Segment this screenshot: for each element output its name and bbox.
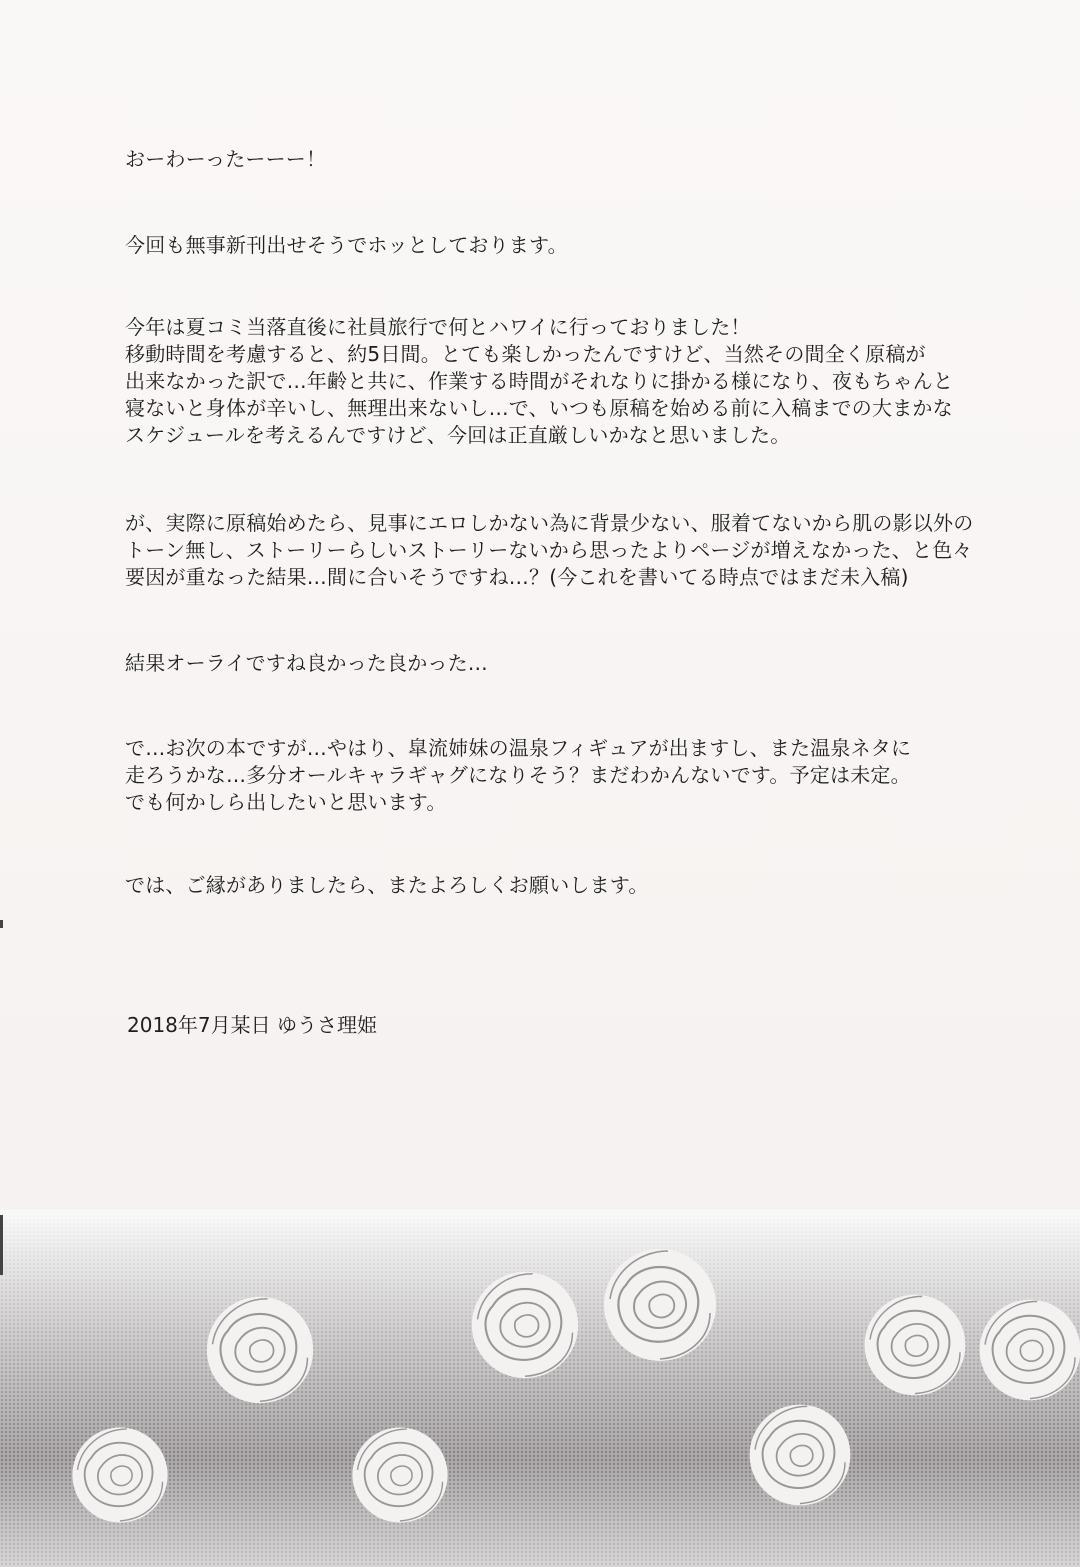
paragraph-4: が、実際に原稿始めたら、見事にエロしかない為に背景少ない、服着てないから肌の影以外の トーン無し、ストーリーらしいストーリーないから思ったよりページが増えなかった、と色々 要因が重なった結果…間に合いそうですね…？(今これを書いてる時点ではまだ未入稿) bbox=[125, 511, 974, 589]
paragraph-5: 結果オーライですね良かった良かった… bbox=[125, 651, 488, 675]
signature-line: 2018年7月某日 ゆうさ理姫 bbox=[127, 1013, 377, 1037]
paragraph-2: 今回も無事新刊出せそうでホッとしております。 bbox=[125, 233, 568, 257]
paragraph-7: では、ご縁がありましたら、またよろしくお願いします。 bbox=[125, 873, 649, 897]
rose-decoration-band bbox=[0, 1210, 1080, 1567]
paragraph-6: で…お次の本ですが…やはり、皐流姉妹の温泉フィギュアが出ますし、また温泉ネタに 走ろうかな…多分オールキャラギャグになりそう？まだわかんないです。予定は未定。 でも何かしら出したいと思います。 bbox=[125, 736, 912, 814]
binding-mark-2 bbox=[0, 1215, 3, 1275]
rose-pattern-illustration bbox=[0, 1210, 1080, 1567]
paragraph-3: 今年は夏コミ当落直後に社員旅行で何とハワイに行っておりました！ 移動時間を考慮すると、約5日間。とても楽しかったんですけど、当然その間全く原稿が 出来なかった訳で…年齢と共に、作業する時間がそれなりに掛かる様になり、夜もちゃんと 寝ないと身体が辛いし、無理出来ないし…で、いつも原稿を始める前に入稿までの大まかな スケジュールを考えるんですけど、今回は正直厳しいかなと思いました。 bbox=[125, 315, 954, 447]
binding-mark-1 bbox=[0, 920, 3, 928]
paragraph-1: おーわーったーーー！ bbox=[125, 147, 327, 171]
